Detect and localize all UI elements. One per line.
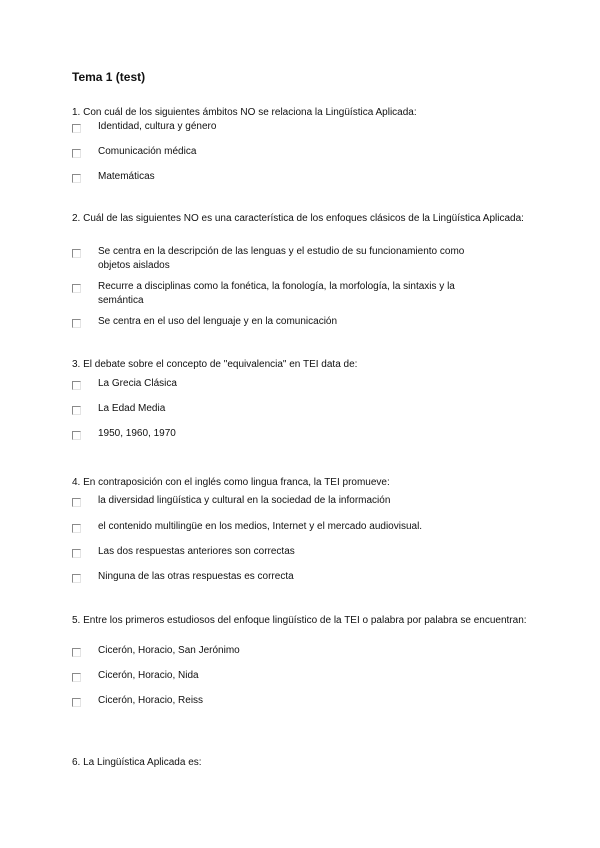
checkbox[interactable] [72,673,81,682]
checkbox[interactable] [72,498,81,507]
question-1-option-1[interactable] [72,120,542,134]
checkbox[interactable] [72,698,81,707]
option-label: La Edad Media [98,403,166,414]
option-label: Comunicación médica [98,146,197,157]
checkbox[interactable] [72,319,81,328]
option-label: Identidad, cultura y género [98,121,217,132]
checkbox[interactable] [72,249,81,258]
option-label: La Grecia Clásica [98,378,177,389]
option-label: Recurre a disciplinas como la fonética, la fonología, la morfología, la sintaxis y la semántica [98,281,455,306]
question-4-option-2[interactable] [72,520,542,534]
checkbox[interactable] [72,648,81,657]
checkbox[interactable] [72,574,81,583]
option-label: Se centra en la descripción de las lenguas y el estudio de su funcionamiento como objetos aislados [98,246,465,271]
question-3-option-1[interactable] [72,377,542,391]
checkbox[interactable] [72,174,81,183]
checkbox[interactable] [72,124,81,133]
question-2-option-1[interactable] [72,245,542,273]
question-2-option-3[interactable] [72,315,542,329]
option-label: Matemáticas [98,171,155,182]
checkbox[interactable] [72,524,81,533]
question-1-option-3[interactable] [72,170,542,184]
question-4-text: 4. En contraposición con el inglés como lingua franca, la TEI promueve: [72,477,390,488]
option-label: Cicerón, Horacio, San Jerónimo [98,645,240,656]
question-3-option-2[interactable] [72,402,542,416]
checkbox[interactable] [72,431,81,440]
option-label: Cicerón, Horacio, Nida [98,670,199,681]
option-label: Las dos respuestas anteriores son correctas [98,546,295,557]
option-label: Cicerón, Horacio, Reiss [98,695,204,706]
checkbox[interactable] [72,406,81,415]
question-6-text: 6. La Lingüística Aplicada es: [72,757,202,768]
question-5-option-2[interactable] [72,669,542,683]
question-4-option-1[interactable] [72,494,542,508]
question-3-text: 3. El debate sobre el concepto de "equivalencia" en TEI data de: [72,359,358,370]
checkbox[interactable] [72,149,81,158]
question-4-option-4[interactable] [72,570,542,584]
question-5-option-3[interactable] [72,694,542,708]
checkbox[interactable] [72,381,81,390]
question-5-option-1[interactable] [72,644,542,658]
question-4-option-3[interactable] [72,545,542,559]
question-3-option-3[interactable] [72,427,542,441]
option-label: la diversidad lingüística y cultural en la sociedad de la información [98,495,391,506]
document-title: Tema 1 (test) [72,70,146,84]
option-label: 1950, 1960, 1970 [98,428,176,439]
question-1-text: 1. Con cuál de los siguientes ámbitos NO se relaciona la Lingüística Aplicada: [72,107,417,118]
question-2-option-2[interactable] [72,280,542,308]
option-label: Ninguna de las otras respuestas es correcta [98,571,294,582]
option-label: el contenido multilingüe en los medios, Internet y el mercado audiovisual. [98,521,423,532]
checkbox[interactable] [72,284,81,293]
checkbox[interactable] [72,549,81,558]
question-5-text: 5. Entre los primeros estudiosos del enfoque lingüístico de la TEI o palabra por palabra se encuentran: [72,615,527,626]
question-1-option-2[interactable] [72,145,542,159]
option-label: Se centra en el uso del lenguaje y en la comunicación [98,316,338,327]
question-2-text: 2. Cuál de las siguientes NO es una característica de los enfoques clásicos de la Lingüística Aplicada: [72,213,524,224]
